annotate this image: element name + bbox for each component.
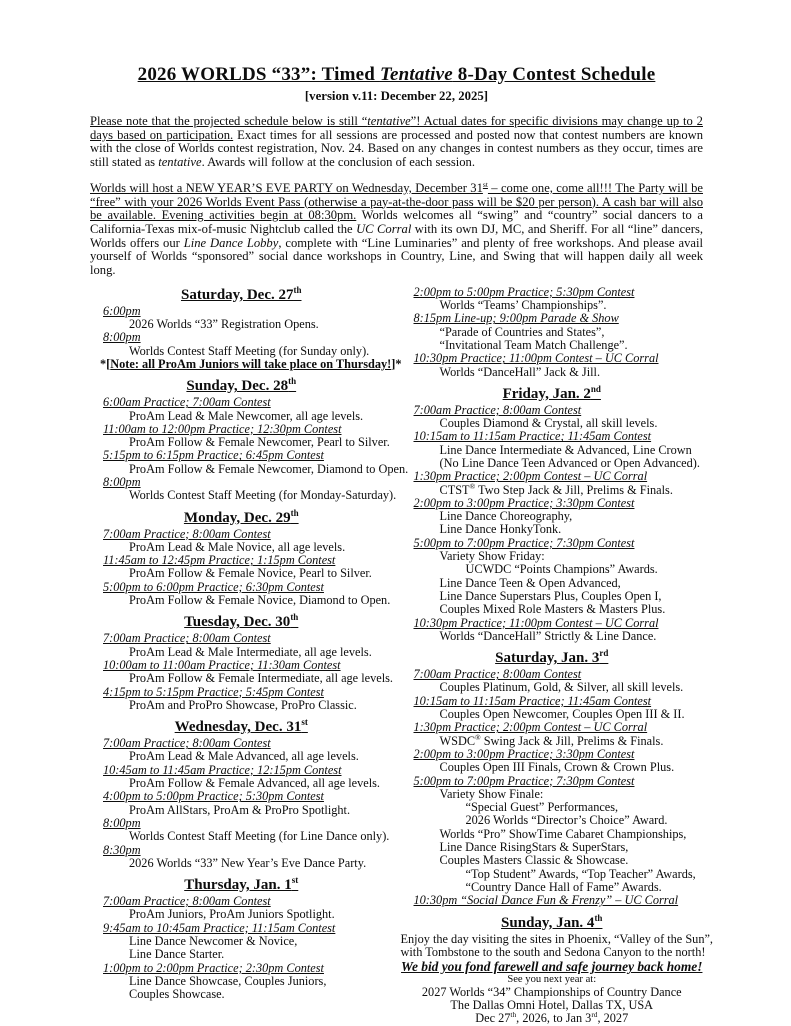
text-run: ® [475, 732, 481, 742]
session-event [401, 481, 704, 497]
text-run: 8-Day Contest Schedule [452, 64, 656, 85]
session-event: ProAm Juniors, ProAm Juniors Spotlight. [129, 907, 335, 922]
session-time: 1:30pm Practice; 2:00pm Contest – UC Corral [413, 469, 648, 484]
text-run: with its own DJ, MC, and Sheriff. For all “line” dancers, Worlds offers our [90, 221, 703, 250]
day-section [90, 284, 402, 371]
text-run: UC Corral [356, 221, 412, 236]
session-time: 10:15am to 11:15am Practice; 11:45am Contest [413, 693, 652, 708]
session-event [401, 732, 704, 748]
session-event: Variety Show Friday: [439, 549, 545, 564]
session-event: 2026 Worlds “Director’s Choice” Award. [465, 813, 668, 828]
session-time: 5:00pm to 6:00pm Practice; 6:30pm Contest [103, 579, 324, 594]
farewell-line: We bid you fond farewell and safe journey back home! [401, 959, 703, 975]
text-run: , 2026, to Jan 3 [516, 1011, 592, 1026]
day-header-text: Wednesday, Dec. 31st [174, 717, 308, 736]
session-time: 1:00pm to 2:00pm Practice; 2:30pm Contest [103, 960, 324, 975]
text-run: Exact times for all sessions are processed and posted now that contest numbers are known with the close of Worlds contest registration, Nov. 24. Based on any changes in contest numbers as they occur, times are still stated as [90, 127, 704, 170]
day-header-text: Monday, Dec. 29th [183, 507, 299, 526]
ordinal-suffix: th [290, 612, 299, 623]
session-time: 6:00am Practice; 7:00am Contest [103, 395, 271, 410]
session-time: 7:00am Practice; 8:00am Contest [413, 402, 582, 417]
session-event: Line Dance Starter. [129, 947, 225, 962]
day-section [90, 376, 409, 503]
session-time: 2:00pm to 5:00pm Practice; 5:30pm Contest [413, 284, 635, 299]
session-event: Line Dance Newcomer & Novice, [129, 934, 298, 949]
session-event: ProAm Follow & Female Newcomer, Diamond to Open. [129, 461, 409, 476]
ordinal-suffix: th [288, 376, 297, 387]
day-header [401, 385, 704, 403]
text-run: Please note that the projected schedule below is still “ [90, 114, 368, 128]
session-event: Worlds Contest Staff Meeting (for Line Dance only). [129, 829, 390, 844]
session-event: Line Dance Intermediate & Advanced, Line Crown [439, 442, 692, 457]
session-event: ProAm Follow & Female Novice, Diamond to Open. [129, 593, 391, 608]
session-time: 8:00pm [103, 330, 141, 345]
session-time: 10:00am to 11:00am Practice; 11:30am Contest [103, 657, 341, 672]
session-event: Couples Mixed Role Masters & Masters Plus. [439, 602, 666, 617]
text-run: Swing Jack & Jill, Prelims & Finals. [480, 733, 664, 748]
text-run: , 2027 [597, 1011, 629, 1026]
day-section [400, 912, 714, 1026]
session-event: Line Dance Choreography, [439, 509, 573, 524]
session-time: 10:30pm “Social Dance Fun & Frenzy” – UC Corral [413, 893, 679, 908]
session-time: 7:00am Practice; 8:00am Contest [103, 894, 271, 909]
text-run: *[ [100, 356, 111, 371]
session-event: “Top Student” Awards, “Top Teacher” Awards, [465, 866, 696, 881]
text-run: Two Step Jack & Jill, Prelims & Finals. [475, 482, 673, 497]
document-title [90, 64, 703, 86]
day-section [401, 286, 704, 379]
session-event: ProAm Lead & Male Advanced, all age levels. [129, 749, 359, 764]
session-time: 7:00am Practice; 8:00am Contest [103, 526, 271, 541]
session-event: 2026 Worlds “33” New Year’s Eve Dance Party. [129, 855, 367, 870]
session-time: 8:15pm Line-up; 9:00pm Parade & Show [413, 311, 619, 326]
day-section [401, 385, 704, 643]
closing-line: The Dallas Omni Hotel, Dallas TX, USA [450, 998, 654, 1013]
session-event: Worlds Contest Staff Meeting (for Monday-Saturday). [129, 488, 397, 503]
day-header [90, 286, 393, 304]
ordinal-suffix: th [594, 912, 603, 923]
text-run: Worlds will host a NEW YEAR’S EVE PARTY on Wednesday, December 31 [90, 180, 483, 195]
version-line: [version v.11: December 22, 2025] [304, 89, 489, 103]
session-event: Worlds “DanceHall” Jack & Jill. [439, 364, 601, 379]
session-time: 5:00pm to 7:00pm Practice; 7:30pm Contest [413, 773, 635, 788]
session-event: Couples Diamond & Crystal, all skill levels. [439, 416, 658, 431]
session-event: Couples Masters Classic & Showcase. [439, 853, 629, 868]
session-event: Couples Showcase. [129, 987, 225, 1002]
closing-line: with Tombstone to the south and Sedona Canyon to the north! [400, 944, 706, 959]
ordinal-suffix: nd [590, 383, 601, 394]
day-header [401, 649, 704, 667]
session-event: Line Dance HonkyTonk. [439, 522, 562, 537]
ordinal-suffix: th [290, 507, 299, 518]
session-event: ProAm and ProPro Showcase, ProPro Classic. [129, 697, 357, 712]
session-event: “Special Guest” Performances, [465, 800, 619, 815]
session-time: 11:45am to 12:45pm Practice; 1:15pm Contest [103, 553, 336, 568]
text-run: ® [469, 481, 476, 491]
day-header [90, 718, 393, 736]
text-run: th [510, 1010, 517, 1020]
session-time: 8:30pm [103, 842, 141, 857]
day-header-text: Saturday, Dec. 27th [180, 284, 302, 303]
day-header [90, 876, 393, 894]
session-event: Line Dance Superstars Plus, Couples Open I, [439, 588, 662, 603]
session-time: 7:00am Practice; 8:00am Contest [103, 736, 271, 751]
session-time: 1:30pm Practice; 2:00pm Contest – UC Corral [413, 720, 648, 735]
day-header [90, 509, 393, 527]
day-header-text: Friday, Jan. 2nd [502, 383, 601, 402]
day-section [90, 509, 393, 608]
closing-line: See you next year at: [507, 974, 597, 986]
schedule-left-column [90, 284, 409, 1026]
ordinal-suffix: rd [599, 648, 609, 659]
day-section [401, 649, 704, 907]
session-event: Worlds “Pro” ShowTime Cabaret Championships, [439, 826, 687, 841]
text-run: Dec 27 [475, 1011, 511, 1026]
text-run: ]* [391, 356, 402, 371]
text-run: . Awards will follow at the conclusion of each session. [201, 155, 475, 170]
session-event: ProAm Lead & Male Intermediate, all age levels. [129, 644, 372, 659]
note-line [90, 356, 402, 371]
intro-section [90, 115, 703, 278]
session-event: Line Dance Showcase, Couples Juniors, [129, 973, 327, 988]
session-event: “Parade of Countries and States”, [439, 324, 605, 339]
day-section [90, 876, 393, 1001]
session-event: ProAm Follow & Female Advanced, all age levels. [129, 776, 381, 791]
session-time: 7:00am Practice; 8:00am Contest [413, 667, 582, 682]
text-run: Note: all ProAm Juniors will take place on Thursday! [110, 356, 392, 371]
session-time: 7:00am Practice; 8:00am Contest [103, 631, 271, 646]
text-run: st [482, 179, 488, 189]
session-event: Line Dance RisingStars & SuperStars, [439, 840, 629, 855]
closing-line: Enjoy the day visiting the sites in Phoenix, “Valley of the Sun”, [400, 931, 714, 946]
session-time: 6:00pm [103, 303, 141, 318]
session-event: Worlds “DanceHall” Strictly & Line Dance. [439, 628, 657, 643]
session-event: Couples Open Newcomer, Couples Open III & II. [439, 707, 685, 722]
session-event: ProAm Follow & Female Intermediate, all age levels. [129, 671, 393, 686]
session-event: Line Dance Teen & Open Advanced, [439, 575, 621, 590]
day-section [90, 613, 393, 712]
session-time: 8:00pm [103, 815, 141, 830]
session-time: 10:15am to 11:15am Practice; 11:45am Contest [413, 429, 652, 444]
text-run: Worlds welcomes all “swing” and “country” social dancers to a California-Texas mix-of-music Nightclub called the [90, 208, 703, 236]
session-time: 5:00pm to 7:00pm Practice; 7:30pm Contest [413, 535, 635, 550]
session-event: 2026 Worlds “33” Registration Opens. [129, 317, 319, 332]
day-header-text: Thursday, Jan. 1st [184, 875, 299, 894]
schedule-right-column [400, 284, 714, 1026]
session-event: ProAm Follow & Female Newcomer, Pearl to Silver. [129, 435, 390, 450]
text-run: , complete with “Line Luminaries” and plenty of free workshops. And please avail yourself of Worlds “sponsored” social dance workshops in Country, Line, and Swing that will happen daily all week long. [90, 235, 703, 278]
ordinal-suffix: st [291, 875, 299, 886]
session-event: ProAm Lead & Male Newcomer, all age levels. [129, 408, 364, 423]
session-time: 2:00pm to 3:00pm Practice; 3:30pm Contest [413, 746, 635, 761]
text-run: CTST [439, 482, 470, 497]
session-event: ProAm AllStars, ProAm & ProPro Spotlight. [129, 802, 351, 817]
session-event: “Country Dance Hall of Fame” Awards. [465, 879, 662, 894]
day-header-text: Saturday, Jan. 3rd [495, 648, 609, 667]
session-event: UCWDC “Points Champions” Awards. [465, 562, 658, 577]
day-section [90, 718, 393, 870]
ordinal-suffix: th [293, 284, 302, 295]
day-header-text: Sunday, Jan. 4th [501, 912, 603, 931]
session-event: Worlds “Teams’ Championships”. [439, 298, 607, 313]
day-header-text: Sunday, Dec. 28th [186, 376, 297, 395]
session-time: 4:15pm to 5:15pm Practice; 5:45pm Contest [103, 684, 324, 699]
text-run: tentative [367, 114, 411, 128]
intro-paragraph [90, 115, 703, 170]
session-event: (No Line Dance Teen Advanced or Open Advanced). [439, 456, 700, 470]
session-time: 10:45am to 11:45am Practice; 12:15pm Contest [103, 762, 342, 777]
session-event: ProAm Lead & Male Novice, all age levels. [129, 539, 346, 554]
day-header [90, 377, 393, 395]
text-run: – come one, come all!!! The Party will be “free” with your 2026 Worlds Event Pass (otherwise a pay-at-the-door pass will be $20 per person). A cash bar will also be available. Evening activities begin at 08:30pm. [90, 180, 703, 223]
session-time: 9:45am to 10:45am Practice; 11:15am Contest [103, 920, 336, 935]
ordinal-suffix: st [301, 717, 308, 728]
session-event: Variety Show Finale: [439, 786, 544, 801]
session-time: 5:15pm to 6:15pm Practice; 6:45pm Contest [103, 448, 324, 463]
session-time: 8:00pm [103, 475, 141, 489]
session-time: 4:00pm to 5:00pm Practice; 5:30pm Contest [103, 789, 324, 804]
day-header [90, 613, 393, 631]
session-time: 2:00pm to 3:00pm Practice; 3:30pm Contest [413, 495, 635, 510]
schedule-columns [90, 284, 714, 1026]
session-event: “Invitational Team Match Challenge”. [439, 337, 628, 352]
session-event: Couples Open III Finals, Crown & Crown Plus. [439, 760, 675, 775]
text-run: tentative [158, 155, 202, 170]
session-time: 11:00am to 12:00pm Practice; 12:30pm Contest [103, 421, 342, 436]
session-event: Couples Platinum, Gold, & Silver, all skill levels. [439, 680, 684, 695]
text-run: WSDC [439, 733, 476, 748]
session-time: 10:30pm Practice; 11:00pm Contest – UC Corral [413, 615, 659, 630]
day-header-text: Tuesday, Dec. 30th [184, 612, 299, 631]
text-run: Tentative [379, 64, 453, 85]
closing-line: 2027 Worlds “34” Championships of Country Dance [421, 984, 682, 999]
intro-paragraph [90, 179, 703, 278]
day-header [401, 914, 704, 932]
text-run: Line Dance Lobby [183, 235, 279, 250]
session-time: 10:30pm Practice; 11:00pm Contest – UC Corral [413, 351, 659, 366]
text-run: ”! Actual dates for specific divisions may change up to 2 days based on participation. [90, 114, 703, 142]
text-run: 2026 WORLDS “33”: Timed [137, 64, 380, 85]
text-run: rd [591, 1010, 598, 1020]
session-event: Worlds Contest Staff Meeting (for Sunday only). [129, 343, 370, 358]
session-event: ProAm Follow & Female Novice, Pearl to Silver. [129, 566, 372, 581]
